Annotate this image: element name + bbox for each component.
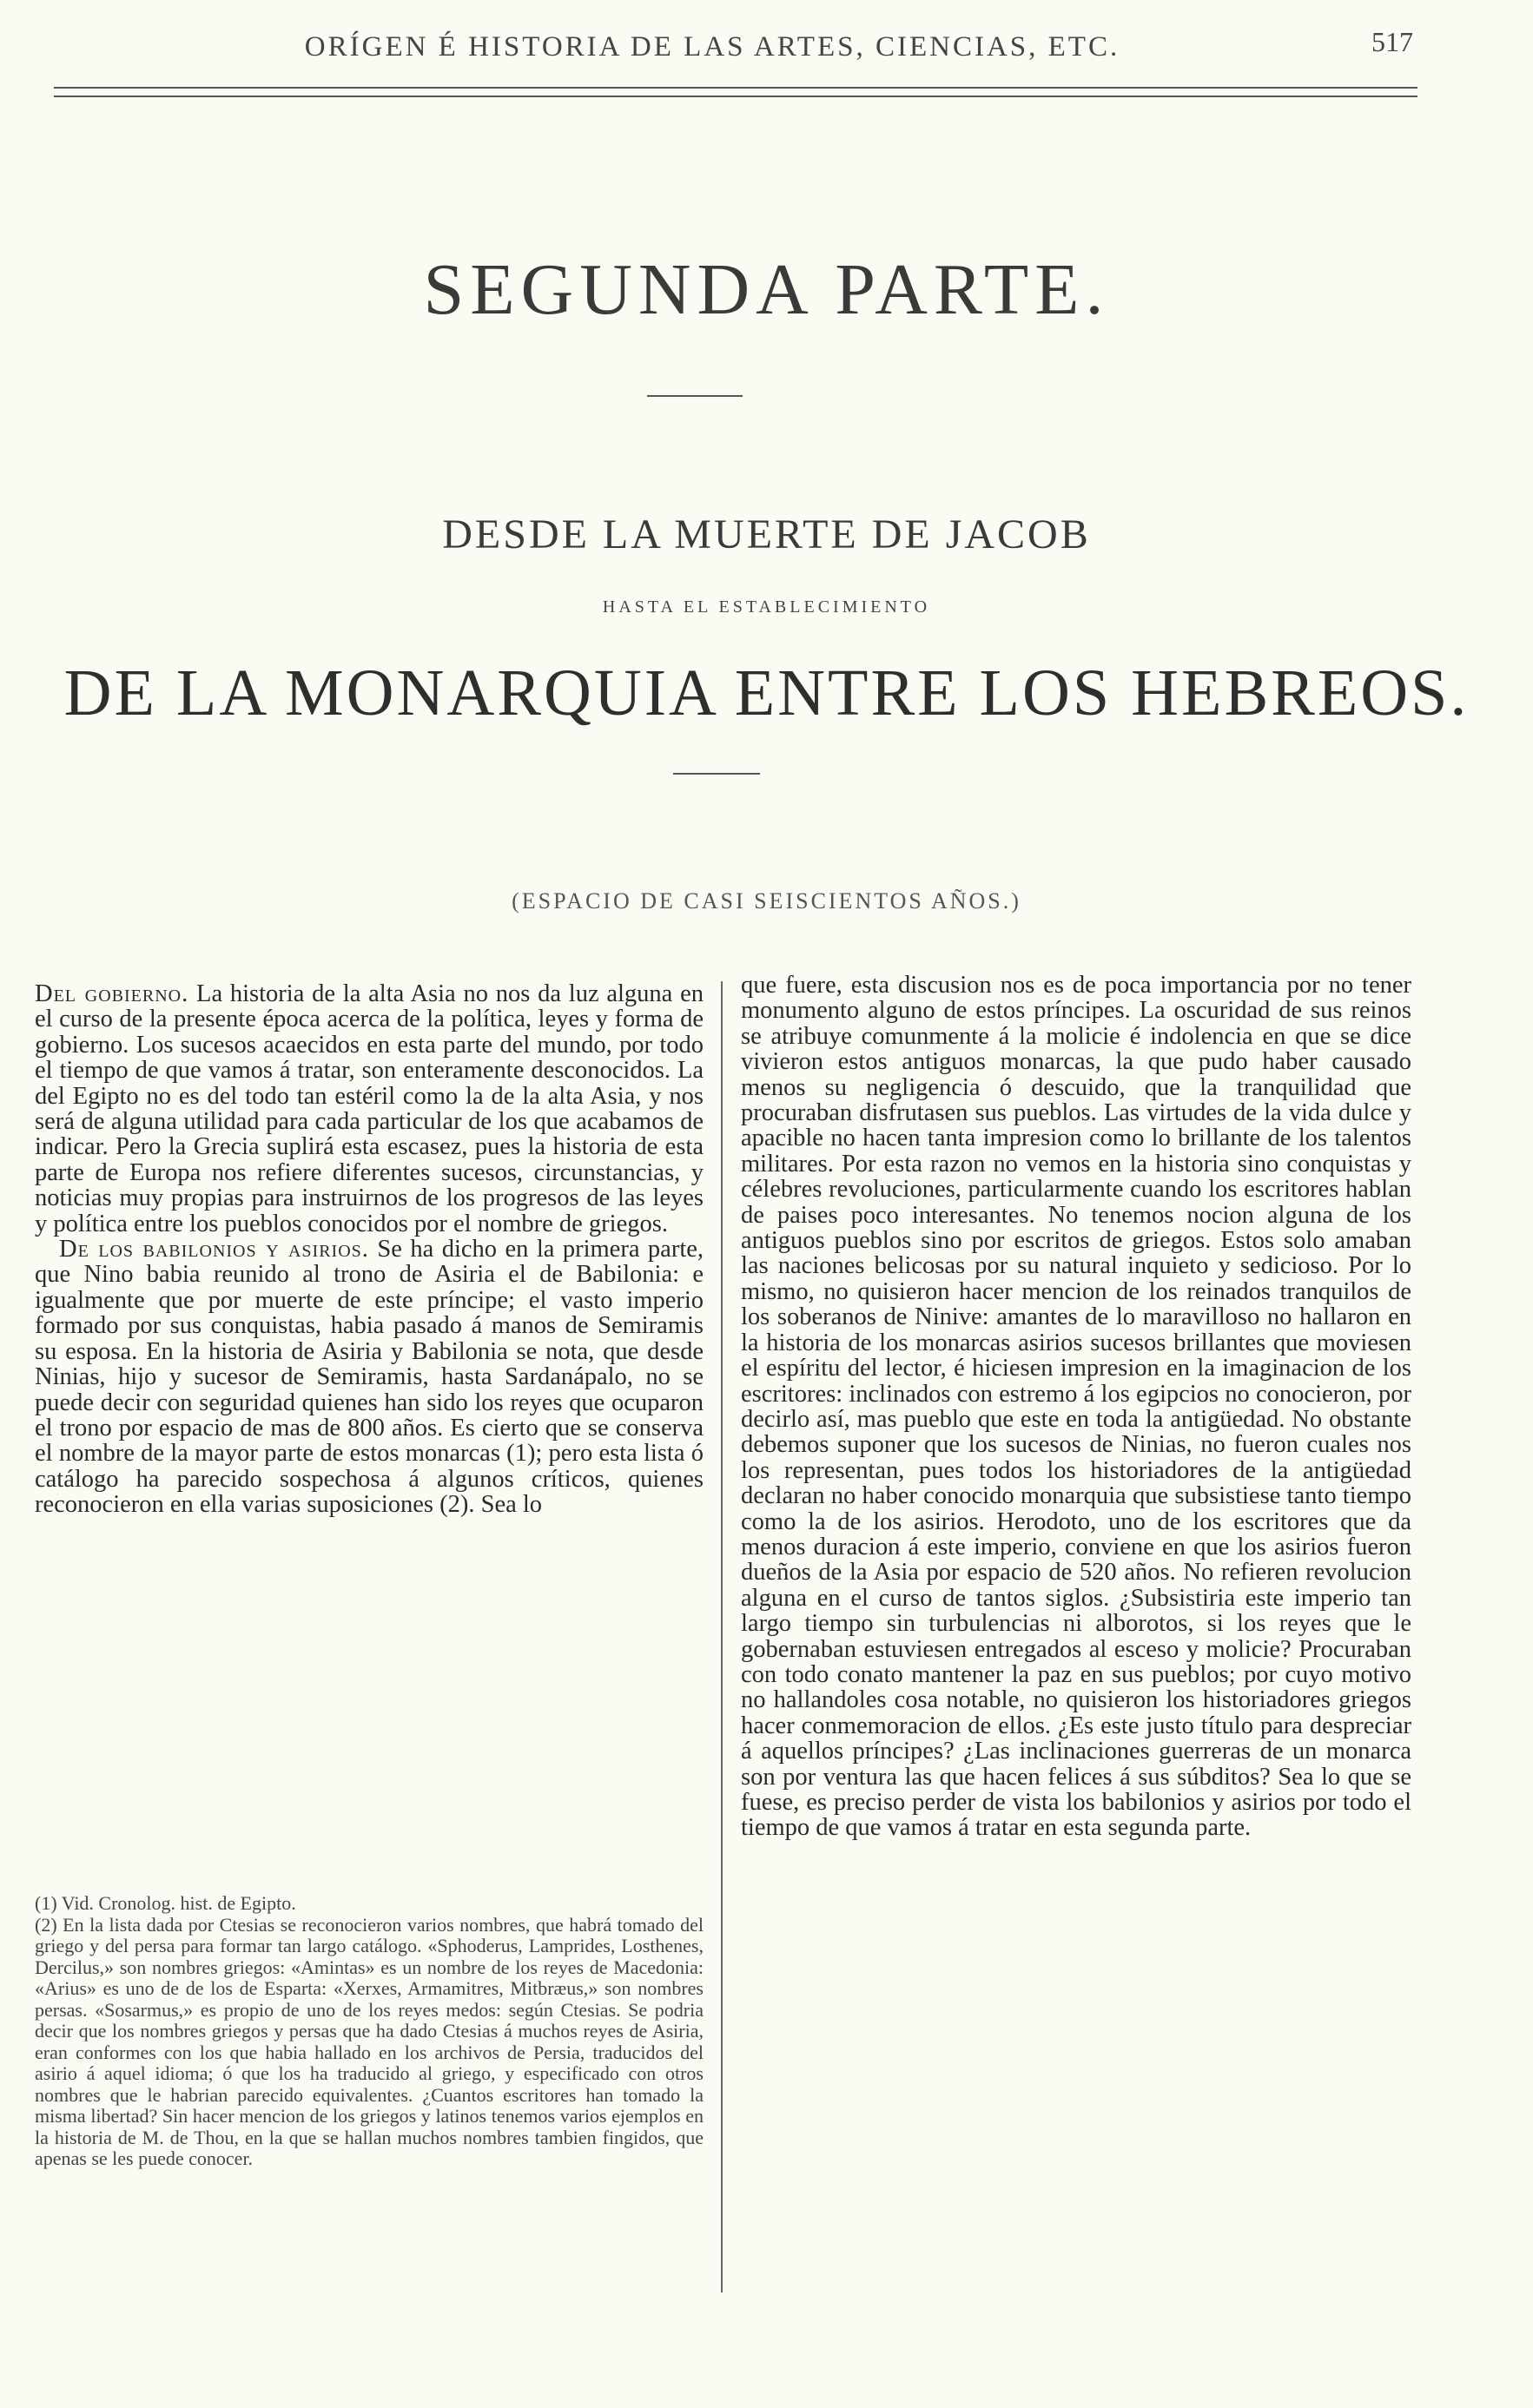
- footnote-1: (1) Vid. Cronolog. hist. de Egipto.: [35, 1892, 296, 1914]
- section-heading-babylonians: De los babilonios y asirios.: [59, 1236, 369, 1263]
- subtitle-line-3: DE LA MONARQUIA ENTRE LOS HEBREOS.: [63, 656, 1470, 729]
- paragraph-continuation: que fuere, esta discusion nos es de poca importancia por no tener monumento alguno de estos príncipes. La oscuridad de sus reinos se atribuye comunmente á la molicie é indolencia en que se dice vivieron estos antiguos monarcas, la que pudo haber causado menos su negligencia ó descuido, que la tranquilidad que procuraban disfrutasen sus pueblos. Las virtudes de la vida dulce y apacible no hacen tanta impresion como lo brillante de los talentos militares. Por esta razon no vemos en la historia sino conquistas y célebres revoluciones, particularmente cuando los escritores hablan de paises poco interesantes. No tenemos nocion alguna de los antiguos pueblos sino por escritos de griegos. Estos solo amaban las naciones belicosas por su natural inquieto y sedicioso. Por lo mismo, no quisieron hacer mencion de los reinados tranquilos de los soberanos de Ninive: amantes de lo maravilloso no hallaron en la historia de los monarcas asirios sucesos brillantes que moviesen el espíritu del lector, é hiciesen impresion en la imaginacion de los escritores: inclinados con estremo á los egipcios no conocieron, por decirlo así, mas pueblo que este en toda la antigüedad. No obstante debemos suponer que los sucesos de Ninias, no fueron cuales nos los representan, pues todos los historiadores de la antigüedad declaran no haber conocido monarquia que subsistiese tanto tiempo como la de los asirios. Herodoto, uno de los escritores que da menos duracion á este imperio, conviene en que los asirios fueron dueños de la Asia por espacio de 520 años. No refieren revolucion alguna en el curso de tantos siglos. ¿Subsistiria este imperio tan largo tiempo sin turbulencias ni alborotos, si los reyes que le gobernaban estuviesen entregados al esceso y molicie? Procuraban con todo conato mantener la paz en sus pueblos; por cuyo motivo no hallandoles cosa notable, no quisieron los historiadores griegos hacer conmemoracion de ellos. ¿Es este justo título para despreciar á aquellos príncipes? ¿Las inclinaciones guerreras de un monarca son por ventura las que hacen felices á sus súbditos? Sea lo que se fuese, es preciso perder de vista los babilonios y asirios por todo el tiempo de que vamos á tratar en esta segunda parte.: [741, 972, 1411, 1842]
- subtitle-line-1: DESDE LA MUERTE DE JACOB: [442, 511, 1091, 557]
- time-span-note: (ESPACIO DE CASI SEISCIENTOS AÑOS.): [512, 888, 1021, 914]
- running-title: ORÍGEN É HISTORIA DE LAS ARTES, CIENCIAS, ETC.: [304, 31, 1120, 63]
- subtitle-divider: [673, 773, 760, 775]
- footnote-2: (2) En la lista dada por Ctesias se reconocieron varios nombres, que habrá tomado del griego y del persa para formar tan largo catálogo. «Sphoderus, Lamprides, Losthenes, Dercilus,» son nombres griegos: «Amintas» es un nombre de los reyes de Macedonia: «Arius» es uno de de los de Esparta: «Xerxes, Armamitres, Mitbræus,» son nombres persas. «Sosarmus,» es propio de uno de los reyes medos: según Ctesias. Se podria decir que los nombres griegos y persas que ha dado Ctesias á muchos reyes de Asiria, eran conformes con los que habia hallado en los archivos de Persia, traducidos del asirio á aquel idioma; ó que los ha traducido al griego, y especificado con otros nombres que le habrian parecido equivalentes. ¿Cuantos escritores han tomado la misma libertad? Sin hacer mencion de los griegos y latinos tenemos varios ejemplos en la historia de M. de Thou, en la que se hallan muchos nombres tambien fingidos, que apenas se les puede conocer.: [35, 1913, 704, 2169]
- paragraph-government-text: La historia de la alta Asia no nos da luz alguna en el curso de la presente época acerca de la política, leyes y forma de gobierno. Los sucesos acaecidos en esta parte del mundo, por todo el tiempo de que vamos á tratar, son enteramente desconocidos. La del Egipto no es del todo tan estéril como la de la alta Asia, y nos será de alguna utilidad para cada particular de los que acabamos de indicar. Pero la Grecia suplirá esta escasez, pues la historia de esta parte de Europa nos refiere diferentes sucesos, circunstancias, y noticias muy propias para instruirnos de los progresos de las leyes y política entre los pueblos conocidos por el nombre de griegos.: [35, 980, 704, 1237]
- paragraph-government: [35, 981, 704, 1237]
- column-divider: [721, 981, 723, 2293]
- subtitle-line-2: HASTA EL ESTABLECIMIENTO: [602, 597, 931, 617]
- header-double-rule: [54, 87, 1417, 97]
- running-header: [0, 26, 1533, 69]
- footnotes: [35, 1893, 704, 2170]
- title-divider: [647, 395, 743, 397]
- part-title: SEGUNDA PARTE.: [423, 249, 1110, 330]
- right-column: [741, 973, 1411, 1841]
- paragraph-babylonians-text: Se ha dicho en la primera parte, que Nino babia reunido al trono de Asiria el de Babilonia: e igualmente que por muerte de este príncipe; el vasto imperio formado por sus conquistas, habia pasado á manos de Semiramis su esposa. En la historia de Asiria y Babilonia se nota, que desde Ninias, hijo y sucesor de Semiramis, hasta Sardanápalo, no se puede decir con seguridad quienes han sido los reyes que ocuparon el trono por espacio de mas de 800 años. Es cierto que se conserva el nombre de la mayor parte de estos monarcas (1); pero esta lista ó catálogo ha parecido sospechosa á algunos críticos, quienes reconocieron en ella varias suposiciones (2). Sea lo: [35, 1236, 704, 1519]
- left-column: [35, 981, 704, 1518]
- page-number: 517: [1371, 26, 1413, 57]
- section-heading-government: Del gobierno.: [35, 980, 189, 1007]
- paragraph-babylonians: [35, 1237, 704, 1517]
